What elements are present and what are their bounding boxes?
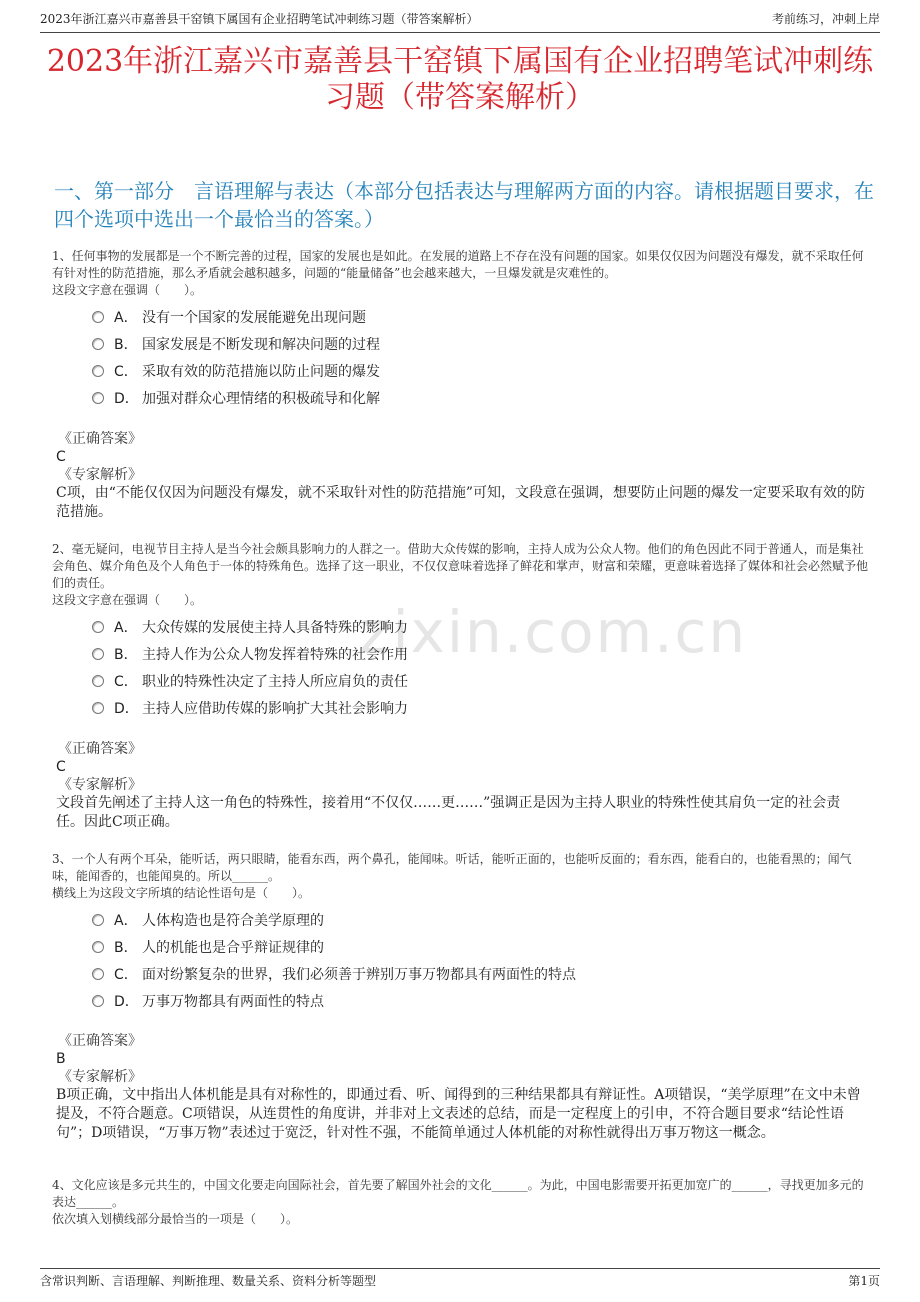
radio-icon[interactable] — [92, 311, 104, 323]
option-list — [92, 613, 868, 721]
question-prompt: 依次填入划横线部分最恰当的一项是（ ）。 — [52, 1212, 299, 1226]
answer-label: 《正确答案》 — [58, 431, 142, 447]
question-prompt: 这段文字意在强调（ ）。 — [52, 283, 203, 297]
answer-block-1 — [52, 430, 868, 522]
option-c[interactable]: C． 面对纷繁复杂的世界，我们必须善于辨别万事万物都具有两面性的特点 — [92, 960, 868, 987]
header-slogan: 考前练习，冲刺上岸 — [771, 12, 880, 26]
question-stem: 3、一个人有两个耳朵，能听话，两只眼睛，能看东西，两个鼻孔，能闻味。听话，能听正面的，也能听反面的；看东西，能看白的，也能看黑的；闻气味，能闻香的，也能闻臭的。所以______。 — [52, 852, 852, 883]
question-stem: 2、毫无疑问，电视节目主持人是当今社会颇具影响力的人群之一。借助大众传媒的影响，主持人成为公众人物。他们的角色因此不同于普通人，而是集社会角色、媒介角色及个人角色于一体的特殊角色。选择了这一职业，不仅仅意味着选择了鲜花和掌声，财富和荣耀，更意味着选择了媒体和社会必然赋予他们的责任。 — [52, 542, 869, 590]
watermark: zixin.com.cn — [360, 598, 748, 666]
document-title: 2023年浙江嘉兴市嘉善县干窑镇下属国有企业招聘笔试冲刺练习题（带答案解析） — [46, 44, 874, 115]
option-a[interactable]: A． 没有一个国家的发展能避免出现问题 — [92, 303, 868, 330]
option-b[interactable]: B． 人的机能也是合乎辩证规律的 — [92, 933, 868, 960]
footer-description: 含常识判断、言语理解、判断推理、数量关系、资料分析等题型 — [40, 1274, 377, 1288]
question-2 — [52, 541, 868, 721]
answer-label: 《正确答案》 — [58, 1033, 142, 1049]
analysis-text: C项，由“不能仅仅因为问题没有爆发，就不采取针对性的防范措施”可知，文段意在强调，想要防止问题的爆发一定要采取有效的防范措施。 — [56, 485, 866, 520]
analysis-label: 《专家解析》 — [58, 777, 142, 793]
option-a[interactable]: A． 人体构造也是符合美学原理的 — [92, 906, 868, 933]
radio-icon[interactable] — [92, 941, 104, 953]
question-prompt: 这段文字意在强调（ ）。 — [52, 593, 203, 607]
question-4 — [52, 1177, 868, 1228]
radio-icon[interactable] — [92, 995, 104, 1007]
radio-icon[interactable] — [92, 648, 104, 660]
question-3 — [52, 851, 868, 1014]
option-c[interactable]: C． 职业的特殊性决定了主持人所应肩负的责任 — [92, 667, 868, 694]
radio-icon[interactable] — [92, 675, 104, 687]
option-d[interactable]: D． 加强对群众心理情绪的积极疏导和化解 — [92, 384, 868, 411]
radio-icon[interactable] — [92, 968, 104, 980]
question-stem: 1、任何事物的发展都是一个不断完善的过程，国家的发展也是如此。在发展的道路上不存在没有问题的国家。如果仅仅因为问题没有爆发，就不采取任何有针对性的防范措施，那么矛盾就会越积越多，问题的“能量储备”也会越来越大，一旦爆发就是灾难性的。 — [52, 249, 864, 280]
option-list — [92, 906, 868, 1014]
radio-icon[interactable] — [92, 621, 104, 633]
page-number: 第1页 — [848, 1274, 880, 1288]
radio-icon[interactable] — [92, 392, 104, 404]
answer-block-2 — [52, 740, 868, 832]
answer-value: C — [56, 759, 66, 775]
question-prompt: 横线上为这段文字所填的结论性语句是（ ）。 — [52, 886, 311, 900]
answer-value: B — [56, 1051, 66, 1067]
option-c[interactable]: C． 采取有效的防范措施以防止问题的爆发 — [92, 357, 868, 384]
answer-value: C — [56, 449, 66, 465]
option-a[interactable]: A． 大众传媒的发展使主持人具备特殊的影响力 — [92, 613, 868, 640]
radio-icon[interactable] — [92, 914, 104, 926]
radio-icon[interactable] — [92, 365, 104, 377]
analysis-label: 《专家解析》 — [58, 467, 142, 483]
page-footer — [40, 1268, 880, 1289]
radio-icon[interactable] — [92, 338, 104, 350]
analysis-text: 文段首先阐述了主持人这一角色的特殊性，接着用“不仅仅……更……”强调正是因为主持人职业的特殊性使其肩负一定的社会责任。因此C项正确。 — [56, 795, 841, 830]
analysis-label: 《专家解析》 — [58, 1069, 142, 1085]
radio-icon[interactable] — [92, 702, 104, 714]
option-d[interactable]: D． 万事万物都具有两面性的特点 — [92, 987, 868, 1014]
question-stem: 4、文化应该是多元共生的，中国文化要走向国际社会，首先要了解国外社会的文化______。为此，中国电影需要开拓更加宽广的______，寻找更加多元的表达______。 — [52, 1178, 864, 1209]
analysis-text: B项正确，文中指出人体机能是具有对称性的，即通过看、听、闻得到的三种结果都具有辩证性。A项错误，“美学原理”在文中未曾提及，不符合题意。C项错误，从连贯性的角度讲，并非对上文表述的总结，而是一定程度上的引申，不符合题目要求“结论性语句”；D项错误，“万事万物”表述过于宽泛，针对性不强，不能简单通过人体机能的对称性就得出万事万物这一概念。 — [56, 1087, 861, 1141]
header-doc-title: 2023年浙江嘉兴市嘉善县干窑镇下属国有企业招聘笔试冲刺练习题（带答案解析） — [40, 12, 479, 26]
answer-block-3 — [52, 1032, 868, 1143]
option-list — [92, 303, 868, 411]
option-d[interactable]: D． 主持人应借助传媒的影响扩大其社会影响力 — [92, 694, 868, 721]
option-b[interactable]: B． 主持人作为公众人物发挥着特殊的社会作用 — [92, 640, 868, 667]
question-1 — [52, 248, 868, 411]
section-heading: 一、第一部分 言语理解与表达（本部分包括表达与理解两方面的内容。请根据题目要求，在四个选项中选出一个最恰当的答案。） — [54, 179, 874, 231]
answer-label: 《正确答案》 — [58, 741, 142, 757]
page-header — [40, 10, 880, 33]
option-b[interactable]: B． 国家发展是不断发现和解决问题的过程 — [92, 330, 868, 357]
